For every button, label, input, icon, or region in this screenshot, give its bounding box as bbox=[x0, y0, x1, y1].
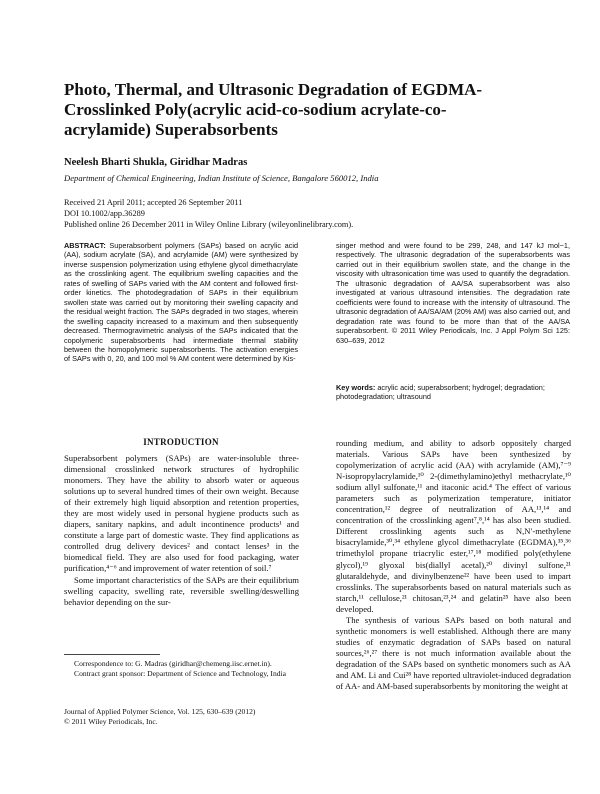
abstract-label: ABSTRACT: bbox=[64, 241, 106, 250]
paragraph: rounding medium, and ability to adsorb oppositely charged materials. Various SAPs have been synthesized by copolymerization of acrylic acid (AA) with acrylamide (AM),⁷⁻⁹ N-isopropylacrylamide,¹⁰ 2-(dimethylamino)ethyl methacrylate,¹⁰ sodium allyl sulfonate,¹¹ and itaconic acid.⁴ The effect of various parameters such as polymerization temperature, initiator concentration,¹² degree of neutralization of AA,¹³,¹⁴ and concentration of the crosslinking agent⁷,⁸,¹⁴ has also been studied. Different crosslinking agents such as N,N′-methylene bisacrylamide,³⁰,³⁴ ethylene glycol dimethacrylate (EGDMA),³⁵,³⁶ trimethylol propane triacrylic ester,¹⁷,¹⁸ modified poly(ethylene glycol),¹⁹ glyoxal bis(diallyl acetal),²⁰ divinyl sulfone,²¹ glutaraldehyde, and divinylbenzene²² have been used to impart crosslinks. The superabsorbents based on natural materials such as starch,¹¹ cellulose,²¹ chitosan,²³,²⁴ and gelatin²⁵ have also been developed. bbox=[336, 438, 571, 614]
journal-info bbox=[64, 707, 299, 727]
abstract-left bbox=[64, 241, 298, 364]
paragraph: Some important characteristics of the SAPs are their equilibrium swelling capacity, swelling rate, reversible swelling/deswelling behavior depending on the sur- bbox=[64, 574, 299, 607]
keywords-label: Key words: bbox=[336, 383, 376, 392]
body-right-column bbox=[336, 438, 571, 692]
article-title bbox=[64, 80, 544, 140]
journal-citation: Journal of Applied Polymer Science, Vol. 125, 630–639 (2012) bbox=[64, 707, 256, 716]
keywords-text: acrylic acid; superabsorbent; hydrogel; degradation; photodegradation; ultrasound bbox=[336, 383, 545, 402]
abstract-right: singer method and were found to be 299, 248, and 147 kJ mol−1, respectively. The ultrasonic degradation of the superabsorbents was carried out in their equilibrium swollen state, and the change in the viscosity with ultrasonication time was used to quantify the degradation. The ultrasonic degradation of AA/SA superabsorbent was also investigated at various ultrasound intensities. The degradation rate coefficients were found to increase with the intensity of ultrasound. The ultrasonic degradation of AA/SA/AM (20% AM) was also carried out, and degradation rate was found to be more than that of the AA/SA superabsorbent. © 2011 Wiley Periodicals, Inc. J Appl Polym Sci 125: 630–639, 2012 bbox=[336, 241, 570, 345]
published-online: Published online 26 December 2011 in Wiley Online Library (wileyonlinelibrary.com). bbox=[64, 220, 354, 229]
correspondence: Correspondence to: G. Madras (giridhar@chemeng.iisc.ernet.in). bbox=[74, 659, 272, 668]
paragraph: The synthesis of various SAPs based on both natural and synthetic monomers is well established. Although there are many studies of enzymatic degradation of SAPs based on natural sources,²⁶,²⁷ there is not much information available about the degradation of the SAPs based on synthetic monomers such as AA and AM. Li and Cui²⁸ have reported ultraviolet-induced degradation of AA- and AM-based superabsorbents by monitoring the weight at bbox=[336, 614, 571, 692]
title-line: acrylamide) Superabsorbents bbox=[64, 120, 278, 139]
doi: DOI 10.1002/app.36289 bbox=[64, 209, 145, 218]
section-heading: INTRODUCTION bbox=[143, 437, 219, 447]
abstract-text: Superabsorbent polymers (SAPs) based on acrylic acid (AA), sodium acrylate (SA), and acrylamide (AM) were synthesized by inverse suspension polymerization using ethylene glycol dimethacrylate as the crosslinking agent. The equilibrium swelling capacities and the rates of swelling of SAPs varied with the AM content and followed first-order kinetics. The photodegradation of SAPs in their equilibrium swollen state was carried out by monitoring their swelling capacity and the residual weight fraction. The SAPs degraded in two stages, wherein the swelling capacity increased to a maximum and then subsequently decreased. Thermogravimetric analysis of the SAPs indicated that the copolymeric superabsorbents had intermediate thermal stability between the homopolymeric superabsorbents. The activation energies of SAPs with 0, 20, and 100 mol % AM content were determined by Kis- bbox=[64, 241, 299, 364]
title-line: Photo, Thermal, and Ultrasonic Degradation of EGDMA- bbox=[64, 80, 483, 99]
affiliation: Department of Chemical Engineering, Indian Institute of Science, Bangalore 560012, India bbox=[64, 173, 379, 183]
article-history bbox=[64, 197, 353, 230]
body-left-column bbox=[64, 453, 299, 608]
title-line: Crosslinked Poly(acrylic acid-co-sodium acrylate-co- bbox=[64, 100, 447, 119]
grant-sponsor: Contract grant sponsor: Department of Science and Technology, India bbox=[74, 669, 287, 678]
authors: Neelesh Bharti Shukla, Giridhar Madras bbox=[64, 157, 248, 168]
footnote-divider bbox=[64, 654, 160, 655]
keywords bbox=[336, 383, 570, 402]
copyright: © 2011 Wiley Periodicals, Inc. bbox=[64, 717, 158, 726]
received-date: Received 21 April 2011; accepted 26 September 2011 bbox=[64, 198, 243, 207]
footnotes bbox=[64, 659, 299, 679]
paragraph: Superabsorbent polymers (SAPs) are water-insoluble three-dimensional crosslinked network structures of hydrophilic monomers. They have the ability to absorb water or aqueous solutions up to several hundred times of their own weight. Because of their extremely high liquid absorption and retention properties, they are most widely used in personal hygiene products such as diapers, sanitary napkins, and adult incontinence products¹ and constitute a large part of domestic waste. They find applications as controlled drug delivery devices² and contact lenses³ in the biomedical field. They are also used for food packaging, water purification,⁴⁻⁶ and improvement of water retention of soil.⁷ bbox=[64, 453, 299, 574]
